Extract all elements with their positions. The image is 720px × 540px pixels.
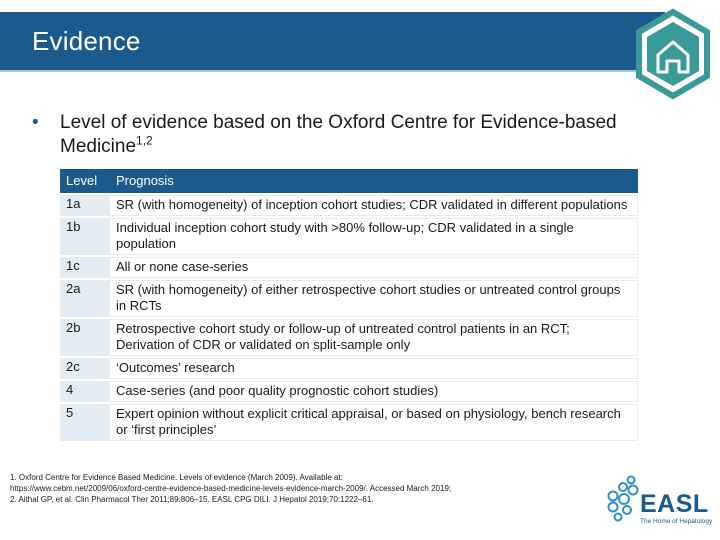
footnote-line: 1. Oxford Centre for Evidence Based Medicine. Levels of evidence (March 2009). Available at: xyxy=(10,473,343,482)
table-row xyxy=(60,404,638,441)
table-row xyxy=(60,218,638,255)
footnote-link[interactable]: https://www.cebm.net/2009/06/oxford-centre-evidence-based-medicine-levels-evidence-march-2009/. Accessed March 2019; xyxy=(10,484,452,493)
prognosis-cell: Expert opinion without explicit critical appraisal, or based on physiology, bench research or ‘first principles’ xyxy=(110,404,638,441)
home-icon[interactable] xyxy=(633,8,713,100)
prognosis-cell: ‘Outcomes’ research xyxy=(110,358,638,379)
table-row xyxy=(60,257,638,278)
table-row xyxy=(60,381,638,402)
level-cell: 2c xyxy=(60,358,110,379)
table-row xyxy=(60,195,638,216)
level-cell: 1c xyxy=(60,257,110,278)
level-cell: 1b xyxy=(60,218,110,255)
level-cell: 2a xyxy=(60,280,110,317)
evidence-table xyxy=(60,167,638,443)
prognosis-cell: All or none case-series xyxy=(110,257,638,278)
level-cell: 4 xyxy=(60,381,110,402)
prognosis-cell: Individual inception cohort study with >80% follow-up; CDR validated in a single population xyxy=(110,218,638,255)
bullet-body: Level of evidence based on the Oxford Centre for Evidence-based Medicine xyxy=(60,112,617,157)
prognosis-cell: Case-series (and poor quality prognostic cohort studies) xyxy=(110,381,638,402)
table-row xyxy=(60,280,638,317)
prognosis-cell: SR (with homogeneity) of either retrospective cohort studies or untreated control groups in RCTs xyxy=(110,280,638,317)
easl-logo-text: EASL xyxy=(640,490,709,518)
bullet-superscript: 1,2 xyxy=(136,133,153,148)
footnotes xyxy=(10,472,585,505)
bullet-text xyxy=(60,111,670,159)
table-row xyxy=(60,319,638,356)
prognosis-cell: SR (with homogeneity) of inception cohort studies; CDR validated in different populations xyxy=(110,195,638,216)
level-cell: 5 xyxy=(60,404,110,441)
table-row xyxy=(60,358,638,379)
header-prognosis: Prognosis xyxy=(110,169,638,193)
table-header-row xyxy=(60,169,638,193)
prognosis-cell: Retrospective cohort study or follow-up of untreated control patients in an RCT; Derivation of CDR or validated on split-sample only xyxy=(110,319,638,356)
footnote-line: 2. Aithal GP, et al. Clin Pharmacol Ther 2011;89:806–15. EASL CPG DILI. J Hepatol 2019;70:1222–61. xyxy=(10,495,374,504)
header-bar xyxy=(0,12,665,72)
level-cell: 2b xyxy=(60,319,110,356)
header-level: Level xyxy=(60,169,110,193)
level-cell: 1a xyxy=(60,195,110,216)
easl-tagline: The Home of Hepatology xyxy=(640,518,713,525)
bullet-dot: • xyxy=(32,112,39,133)
page-title: Evidence xyxy=(32,26,141,56)
